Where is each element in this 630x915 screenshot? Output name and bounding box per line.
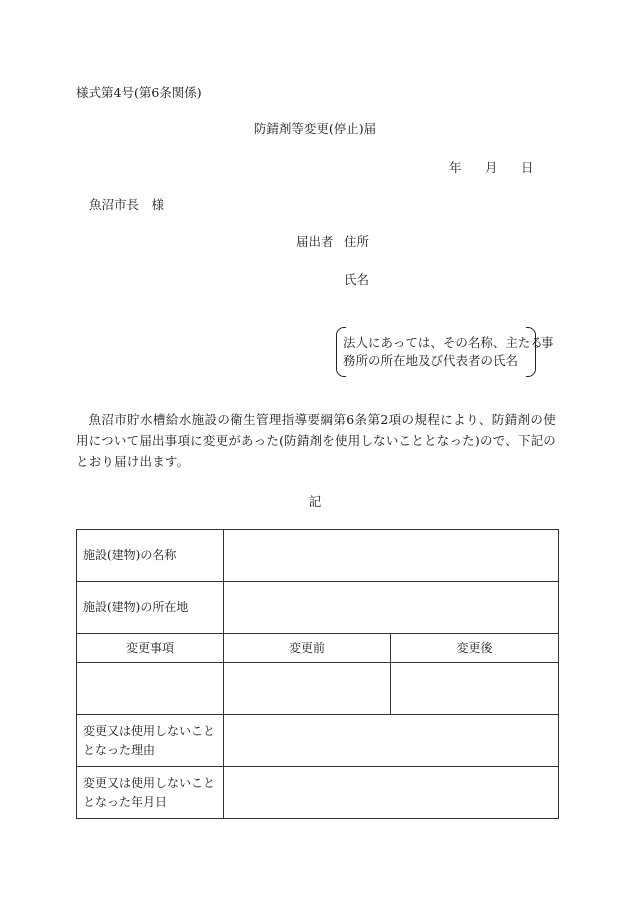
table-row bbox=[77, 715, 559, 767]
corporate-note-bracket bbox=[336, 327, 543, 377]
date-day-label: 日 bbox=[521, 160, 534, 175]
change-item-header: 変更事項 bbox=[77, 634, 224, 663]
before-change-field[interactable] bbox=[224, 663, 391, 715]
applicant-label: 届出者 bbox=[296, 234, 334, 249]
facility-location-field[interactable] bbox=[224, 582, 559, 634]
change-date-field[interactable] bbox=[224, 767, 559, 819]
notification-table bbox=[76, 529, 559, 819]
memo-heading: 記 bbox=[308, 494, 322, 509]
reason-field[interactable] bbox=[224, 715, 559, 767]
corporate-note-tail: 事 bbox=[541, 335, 554, 350]
facility-name-field[interactable] bbox=[224, 530, 559, 582]
table-row bbox=[77, 634, 559, 663]
document-title: 防錆剤等変更(停止)届 bbox=[253, 121, 377, 136]
table-row bbox=[77, 767, 559, 819]
reason-label: 変更又は使用しないこととなった理由 bbox=[77, 715, 224, 767]
facility-location-label: 施設(建物)の所在地 bbox=[77, 582, 224, 634]
date-month-label: 月 bbox=[485, 160, 498, 175]
corporate-note-line2: 務所の所在地及び代表者の氏名 bbox=[343, 353, 519, 368]
name-label: 氏名 bbox=[344, 272, 370, 287]
date-year-label: 年 bbox=[449, 160, 462, 175]
addressee: 魚沼市長 様 bbox=[89, 197, 165, 212]
corporate-note-line1: 法人にあっては、その名称、主たる bbox=[343, 335, 543, 350]
change-date-label: 変更又は使用しないこととなった年月日 bbox=[77, 767, 224, 819]
before-change-header: 変更前 bbox=[224, 634, 391, 663]
address-label: 住所 bbox=[344, 234, 370, 249]
table-row bbox=[77, 663, 559, 715]
table-row bbox=[77, 582, 559, 634]
after-change-field[interactable] bbox=[391, 663, 559, 715]
change-item-field[interactable] bbox=[77, 663, 224, 715]
table-row bbox=[77, 530, 559, 582]
facility-name-label: 施設(建物)の名称 bbox=[77, 530, 224, 582]
body-paragraph: 魚沼市貯水槽給水施設の衛生管理指導要綱第6条第2項の規程により、防錆剤の使用について届出事項に変更があった(防錆剤を使用しないこととなった)ので、下記のとおり届け出ます。 bbox=[76, 412, 556, 469]
after-change-header: 変更後 bbox=[391, 634, 559, 663]
form-number: 様式第4号(第6条関係) bbox=[76, 85, 202, 100]
